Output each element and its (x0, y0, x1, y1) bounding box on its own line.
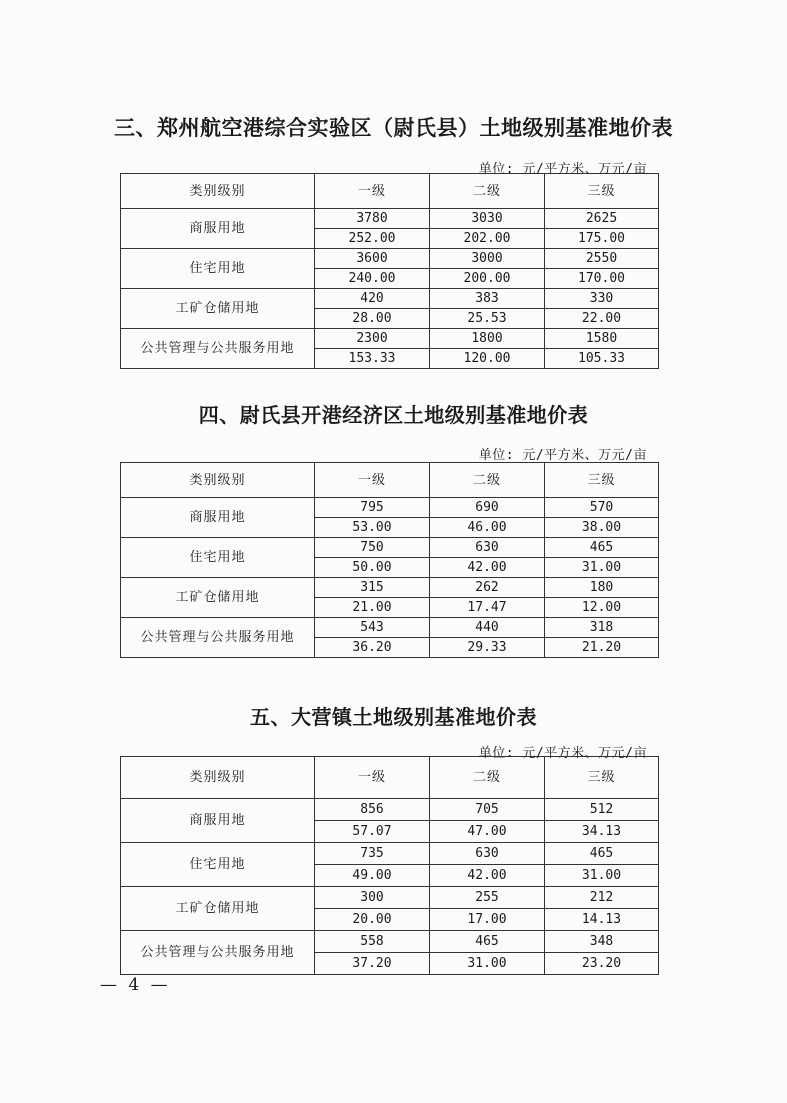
price-per-sqm: 735 (315, 843, 430, 865)
price-per-sqm: 750 (315, 538, 430, 558)
price-per-mu: 21.00 (315, 598, 430, 618)
category-cell: 住宅用地 (121, 843, 315, 887)
category-cell: 商服用地 (121, 799, 315, 843)
price-per-mu: 12.00 (545, 598, 659, 618)
unit-label-3: 单位: 元/平方米、万元/亩 (478, 162, 647, 177)
header-category: 类别级别 (121, 174, 315, 209)
price-per-mu: 170.00 (545, 269, 659, 289)
price-per-sqm: 3030 (430, 209, 545, 229)
price-per-sqm: 180 (545, 578, 659, 598)
price-per-sqm: 690 (430, 498, 545, 518)
price-per-mu: 22.00 (545, 309, 659, 329)
price-per-mu: 28.00 (315, 309, 430, 329)
price-per-sqm: 212 (545, 887, 659, 909)
price-per-mu: 47.00 (430, 821, 545, 843)
price-per-mu: 105.33 (545, 349, 659, 369)
header-grade-2: 二级 (430, 463, 545, 498)
table-header-row (121, 757, 659, 799)
table-row (121, 887, 659, 909)
header-grade-1: 一级 (315, 174, 430, 209)
table-row (121, 209, 659, 229)
table-header-row (121, 463, 659, 498)
page-number: — 4 — (100, 975, 171, 995)
price-per-sqm: 795 (315, 498, 430, 518)
category-cell: 公共管理与公共服务用地 (121, 329, 315, 369)
table-header-row (121, 174, 659, 209)
price-per-sqm: 856 (315, 799, 430, 821)
price-per-mu: 31.00 (430, 953, 545, 975)
price-per-sqm: 1580 (545, 329, 659, 349)
table-row (121, 538, 659, 558)
price-table-5 (120, 756, 659, 975)
price-per-mu: 23.20 (545, 953, 659, 975)
header-grade-1: 一级 (315, 463, 430, 498)
category-cell: 工矿仓储用地 (121, 578, 315, 618)
price-per-sqm: 262 (430, 578, 545, 598)
price-per-mu: 17.00 (430, 909, 545, 931)
price-table-3 (120, 173, 659, 369)
unit-label-4: 单位: 元/平方米、万元/亩 (478, 448, 647, 463)
section-title-5: 五、大营镇土地级别基准地价表 (250, 705, 537, 729)
price-per-mu: 14.13 (545, 909, 659, 931)
price-per-sqm: 420 (315, 289, 430, 309)
price-per-mu: 49.00 (315, 865, 430, 887)
price-per-sqm: 512 (545, 799, 659, 821)
price-per-mu: 20.00 (315, 909, 430, 931)
price-per-sqm: 465 (545, 843, 659, 865)
price-per-mu: 153.33 (315, 349, 430, 369)
table-row (121, 618, 659, 638)
price-per-mu: 21.20 (545, 638, 659, 658)
price-per-sqm: 3600 (315, 249, 430, 269)
category-cell: 工矿仓储用地 (121, 887, 315, 931)
price-per-mu: 29.33 (430, 638, 545, 658)
table-row (121, 249, 659, 269)
header-grade-2: 二级 (430, 174, 545, 209)
category-cell: 商服用地 (121, 498, 315, 538)
category-cell: 住宅用地 (121, 538, 315, 578)
price-per-mu: 175.00 (545, 229, 659, 249)
price-table-4 (120, 462, 659, 658)
price-per-mu: 252.00 (315, 229, 430, 249)
header-grade-3: 三级 (545, 757, 659, 799)
header-category: 类别级别 (121, 757, 315, 799)
table-row (121, 799, 659, 821)
price-per-sqm: 465 (545, 538, 659, 558)
price-per-mu: 120.00 (430, 349, 545, 369)
price-per-mu: 31.00 (545, 865, 659, 887)
price-per-sqm: 543 (315, 618, 430, 638)
price-per-sqm: 2550 (545, 249, 659, 269)
price-per-sqm: 315 (315, 578, 430, 598)
category-cell: 住宅用地 (121, 249, 315, 289)
price-per-sqm: 383 (430, 289, 545, 309)
section-title-4: 四、尉氏县开港经济区土地级别基准地价表 (198, 403, 589, 427)
price-per-sqm: 3000 (430, 249, 545, 269)
table-row (121, 578, 659, 598)
price-per-sqm: 1800 (430, 329, 545, 349)
header-grade-3: 三级 (545, 463, 659, 498)
price-per-mu: 42.00 (430, 558, 545, 578)
price-per-mu: 37.20 (315, 953, 430, 975)
header-category: 类别级别 (121, 463, 315, 498)
price-per-sqm: 330 (545, 289, 659, 309)
price-per-sqm: 440 (430, 618, 545, 638)
price-per-sqm: 465 (430, 931, 545, 953)
price-per-mu: 57.07 (315, 821, 430, 843)
price-per-mu: 38.00 (545, 518, 659, 538)
price-per-mu: 50.00 (315, 558, 430, 578)
price-per-sqm: 2625 (545, 209, 659, 229)
price-per-sqm: 3780 (315, 209, 430, 229)
price-per-mu: 36.20 (315, 638, 430, 658)
price-per-sqm: 630 (430, 538, 545, 558)
section-title-3: 三、郑州航空港综合实验区（尉氏县）土地级别基准地价表 (114, 115, 673, 140)
price-per-mu: 42.00 (430, 865, 545, 887)
price-per-mu: 31.00 (545, 558, 659, 578)
price-per-sqm: 558 (315, 931, 430, 953)
price-per-mu: 25.53 (430, 309, 545, 329)
category-cell: 公共管理与公共服务用地 (121, 618, 315, 658)
category-cell: 公共管理与公共服务用地 (121, 931, 315, 975)
price-per-mu: 202.00 (430, 229, 545, 249)
header-grade-2: 二级 (430, 757, 545, 799)
unit-label-5: 单位: 元/平方米、万元/亩 (478, 746, 647, 761)
price-per-mu: 34.13 (545, 821, 659, 843)
price-per-mu: 17.47 (430, 598, 545, 618)
table-row (121, 329, 659, 349)
price-per-mu: 46.00 (430, 518, 545, 538)
price-per-sqm: 630 (430, 843, 545, 865)
price-per-sqm: 570 (545, 498, 659, 518)
price-per-sqm: 255 (430, 887, 545, 909)
price-per-mu: 240.00 (315, 269, 430, 289)
table-row (121, 931, 659, 953)
header-grade-3: 三级 (545, 174, 659, 209)
table-row (121, 289, 659, 309)
price-per-sqm: 318 (545, 618, 659, 638)
category-cell: 工矿仓储用地 (121, 289, 315, 329)
price-per-sqm: 2300 (315, 329, 430, 349)
price-per-sqm: 705 (430, 799, 545, 821)
table-row (121, 843, 659, 865)
price-per-sqm: 300 (315, 887, 430, 909)
price-per-mu: 200.00 (430, 269, 545, 289)
table-row (121, 498, 659, 518)
category-cell: 商服用地 (121, 209, 315, 249)
price-per-sqm: 348 (545, 931, 659, 953)
header-grade-1: 一级 (315, 757, 430, 799)
price-per-mu: 53.00 (315, 518, 430, 538)
